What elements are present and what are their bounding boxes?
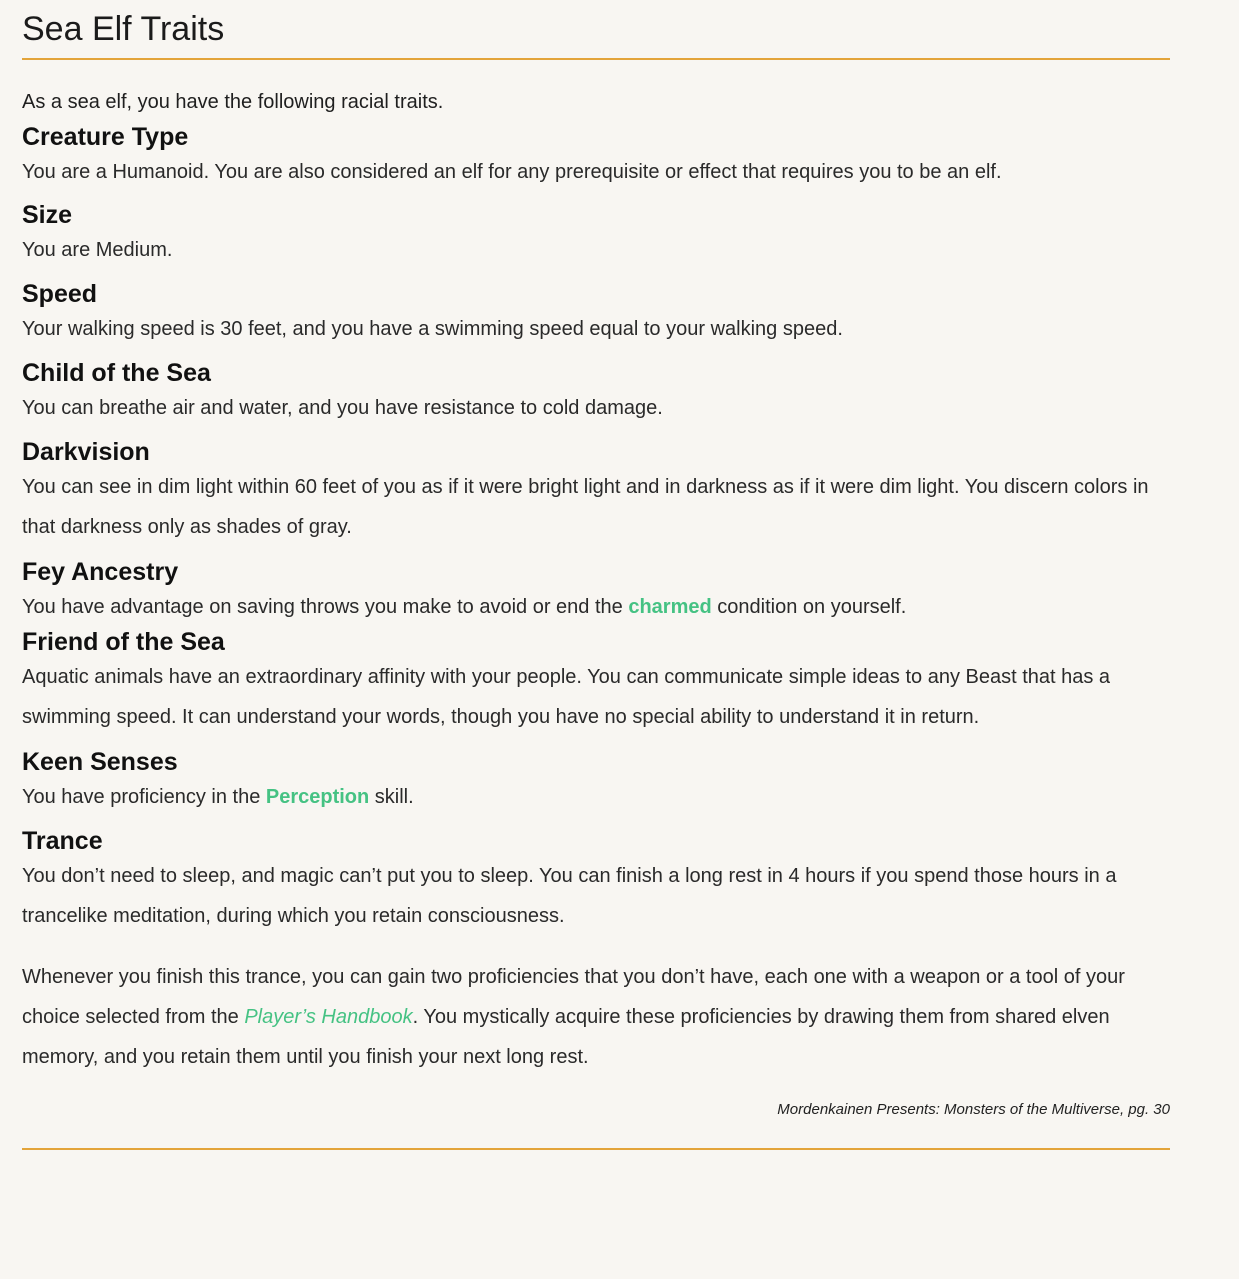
trait-body: You are Medium. [22,239,173,261]
trait-darkvision [22,437,1170,547]
trait-heading: Keen Senses [22,748,178,776]
trait-trance [22,826,1170,1077]
trait-body: You are a Humanoid. You are also considered an elf for any prerequisite or effect that requires you to be an elf. [22,161,1002,183]
trait-body: You don’t need to sleep, and magic can’t put you to sleep. You can finish a long rest in 4 hours if you spend those hours in a trancelike meditation, during which you retain consciousness. [22,865,1117,927]
trait-body: You can breathe air and water, and you have resistance to cold damage. [22,397,663,419]
trait-body-text: . You mystically acquire these proficiencies by drawing them from shared elven memory, and you retain them until you finish your next long rest. [22,1006,1110,1068]
trait-child-of-the-sea [22,358,1170,428]
trait-heading: Size [22,201,73,229]
bottom-divider [22,1148,1170,1150]
trait-body-text: You have advantage on saving throws you make to avoid or end the [22,596,629,618]
players-handbook-link[interactable]: Player’s Handbook [244,1006,413,1028]
source-citation: Mordenkainen Presents: Monsters of the Multiverse, pg. 30 [777,1101,1170,1118]
trait-creature-type [22,122,1170,192]
perception-link[interactable]: Perception [265,786,370,808]
trait-heading: Creature Type [22,123,189,151]
trait-body [22,587,1170,627]
trait-speed [22,279,1170,349]
trait-body: Aquatic animals have an extraordinary affinity with your people. You can communicate simple ideas to any Beast that has a swimming speed. It can understand your words, though you have no special ability to understand it in return. [22,666,1111,728]
trait-body-text: condition on yourself. [711,596,907,618]
trait-heading: Trance [22,827,103,855]
trait-body: You can see in dim light within 60 feet of you as if it were bright light and in darkness as if it were dim light. You discern colors in that darkness only as shades of gray. [22,476,1149,538]
trait-body [22,777,1170,817]
intro-text: As a sea elf, you have the following racial traits. [22,91,444,113]
trait-keen-senses [22,747,1170,817]
trait-body: Your walking speed is 30 feet, and you have a swimming speed equal to your walking speed. [22,318,843,340]
trait-body-text: You have proficiency in the [22,786,266,808]
charmed-link[interactable]: charmed [628,596,712,618]
trait-body-text: Whenever you finish this trance, you can gain two proficiencies that you don’t have, each one with a weapon or a tool of your choice selected from the [22,966,1125,1028]
trait-heading: Child of the Sea [22,359,211,387]
trait-heading: Speed [22,280,98,308]
traits-section [22,0,1170,1150]
title-divider [22,58,1170,60]
trait-heading: Fey Ancestry [22,558,179,586]
trait-fey-ancestry [22,557,1170,627]
trait-size [22,200,1170,270]
trait-body-text: skill. [369,786,414,808]
trait-body-paragraph-2 [22,957,1170,1077]
trait-heading: Darkvision [22,438,150,466]
trait-heading: Friend of the Sea [22,628,225,656]
trait-friend-of-the-sea [22,627,1170,737]
page-title: Sea Elf Traits [22,10,225,48]
